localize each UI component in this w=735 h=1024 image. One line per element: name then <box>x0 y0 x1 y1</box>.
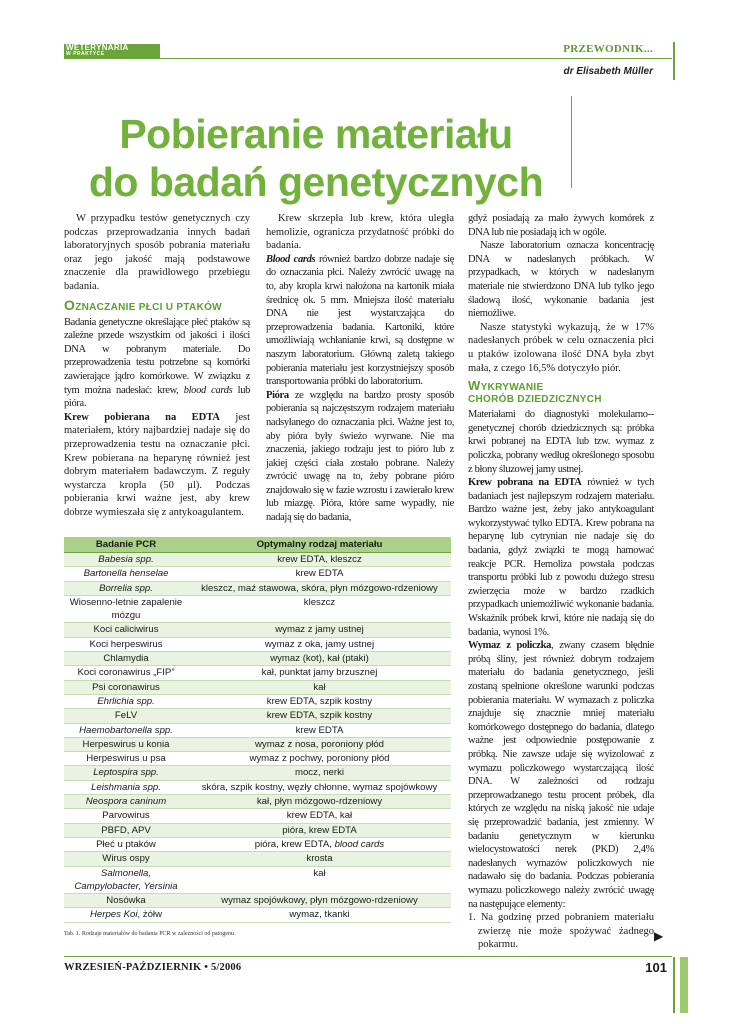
cell-material: wymaz z jamy ustnej <box>188 623 451 637</box>
cell-test: Wirus ospy <box>64 852 188 866</box>
page-number: 101 <box>645 960 667 975</box>
cell-test: Płeć u ptaków <box>64 837 188 851</box>
table-row <box>64 553 451 567</box>
cell-material: kał <box>188 680 451 694</box>
cell-material: krew EDTA <box>188 567 451 581</box>
table-row <box>64 866 451 894</box>
cell-material: krew EDTA, szpik kostny <box>188 694 451 708</box>
table-row <box>64 623 451 637</box>
paragraph-blood-cards <box>266 253 454 389</box>
table-row <box>64 595 451 623</box>
cell-test: FeLV <box>64 709 188 723</box>
brand-name: WETERYNARIA <box>66 43 129 52</box>
cell-test: Koci caliciwirus <box>64 623 188 637</box>
cell-test: PBFD, APV <box>64 823 188 837</box>
cell-material: wymaz z pochwy, poroniony płód <box>188 752 451 766</box>
cell-test: Psi coronawirus <box>64 680 188 694</box>
paragraph-statistics: Nasze statystyki wykazują, że w 17% nadesłanych próbek w celu oznaczenia płci u ptaków izolowana ilość DNA była zbyt mała, z czego 16,5% dotyczyło piór. <box>468 321 654 374</box>
p-cheek-swab-text: , zwany czasem błędnie próbą śliny, jest również dobrym rodzajem materiału do badania genetycznego, jeśli zostaną spełnione określone warunki podczas pobierania materiału. W wymazach z policzka znajduje się znacznie mniej materiału komórkowego dostępnego do badania, dlatego ważne jest odpowiednie postępowanie z próbką. Nie zawsze udaje się wyizolować z wymazu policzkowego wystarczającą ilość DNA. W zależności od rodzaju przeprowadzanego testu procent próbek, dla których ze względu na niską jakość nie udaje się przeprowadzić badania, jest zmienny. W badaniu genetycznym w kierunku wielocystowatości nerek (PKD) 2,4% nadesłanych wymazów policzkowych nie nadawało się do badania. Podczas pobierania wymazu policzkowego należy zwrócić uwagę na następujące elementy: <box>468 640 654 910</box>
footer-accent-bar <box>673 957 675 1013</box>
list-item-1: 1. Na godzinę przed pobraniem materiału zwierzę nie może spożywać żadnego pokarmu. <box>468 912 654 951</box>
p-feathers-text: ze względu na bardzo prosty sposób pobierania są najczęstszym rodzajem materiału nadsyłanego do oznaczania płci. Ważne jest to, aby pióra były świeżo wyrwane. Nie ma znaczenia, jakiego rodzaju jest to pióro lub z jakiej części ciała zostało pobrane. Należy zwrócić uwagę na to, żeby pobrane pióro znajdowało się w fazie wzrostu i zawierało krew lub miazgę. Pióra, które same wypadły, nie nadają się do badania, <box>266 389 454 524</box>
cell-material: krew EDTA, kał <box>188 809 451 823</box>
header-accent-bar <box>673 42 675 80</box>
table-caption: Tab. 1. Rodzaje materiałów do badania PCR w zależności od patogenu <box>64 931 234 937</box>
paragraph-genetic-tests <box>64 316 250 411</box>
pcr-table <box>64 537 451 923</box>
cell-test: Ehrlichia spp. <box>64 694 188 708</box>
continue-arrow-icon: ▶ <box>654 929 664 943</box>
paragraph-clotted-blood: Krew skrzepła lub krew, która uległa hemolizie, ogranicza przydatność próbki do badania. <box>266 213 454 252</box>
cell-material: kleszcz, maź stawowa, skóra, płyn mózgowo-rdzeniowy <box>188 581 451 595</box>
cell-test: Leishmania spp. <box>64 780 188 794</box>
cell-material: krew EDTA, kleszcz <box>188 553 451 567</box>
table-row <box>64 709 451 723</box>
table-row <box>64 637 451 651</box>
paragraph-cheek-swab <box>468 639 654 911</box>
paragraph-continuation: gdyż posiadają za mało żywych komórek z DNA lub nie posiadają ich w ogóle. <box>468 213 654 238</box>
table-row <box>64 680 451 694</box>
title-accent-line <box>571 96 572 188</box>
table-row <box>64 894 451 908</box>
table-row <box>64 795 451 809</box>
cell-material: pióra, krew EDTA <box>188 823 451 837</box>
cell-test: Haemobartonella spp. <box>64 723 188 737</box>
cell-material: krosta <box>188 852 451 866</box>
cell-test: Nosówka <box>64 894 188 908</box>
p-genetic-end: lub pióra. <box>64 384 251 410</box>
cell-test: Bartonella henselae <box>64 567 188 581</box>
table-header-row <box>64 537 451 553</box>
blood-cards-term: blood cards <box>183 384 233 396</box>
cell-test: Borrelia spp. <box>64 581 188 595</box>
cell-material: wymaz spojówkowy, płyn mózgowo-rdzeniowy <box>188 894 451 908</box>
cell-material: kał, płyn mózgowo-rdzeniowy <box>188 795 451 809</box>
cell-material: wymaz (kot), kał (ptaki) <box>188 652 451 666</box>
heading-line-1 <box>468 380 654 394</box>
footer-divider <box>64 956 672 957</box>
cell-test: Koci herpeswirus <box>64 637 188 651</box>
table-body <box>64 553 451 923</box>
table-row <box>64 567 451 581</box>
table-col-header: Badanie PCR <box>64 537 188 553</box>
blood-cards-bold: Blood cards <box>266 253 316 265</box>
heading-sex-determination <box>64 296 250 314</box>
table-row <box>64 823 451 837</box>
p-edta-hereditary-text: również w tych badaniach jest najlepszym rodzajem materiału. Bardzo ważne jest, żeby jako antykoagulant wykorzystywać tylko EDTA. Krew pobrana na heparynę lub cytrynian nie nadaje się do badania, gdyż związki te mogą hamować reakcje PCR. Hemoliza powstała podczas transportu próbki lub z powodu dużego stresu zwierzęcia może w bardzo rzadkich przypadkach uniemożliwić wykonanie badania. Wskaźnik próbek krwi, które nie nadają się do badania, wynosi 1%. <box>468 477 654 638</box>
table-row <box>64 837 451 851</box>
feathers-term: Pióra <box>266 389 289 401</box>
heading-line1-rest: YKRYWANIE <box>480 382 544 394</box>
p-genetic-text: Badania genetyczne określające płeć ptaków są zależne przede wszystkim od jakości i ilości DNA w pobranym materiale. Do przeprowadzenia testu potrzebne są komórki zawierające jądro komórkowe. W związku z tym można nadesłać: krew, <box>64 316 250 396</box>
edta-term: Krew pobierana na EDTA <box>64 411 221 423</box>
cell-test: Parvowirus <box>64 809 188 823</box>
section-label: PRZEWODNIK... <box>563 43 653 55</box>
title-line-2: do badań genetycznych <box>88 159 544 205</box>
intro-paragraph: W przypadku testów genetycznych czy podczas przeprowadzania innych badań laboratoryjnych sposób pobrania materiału oraz jego jakość mają podstawowe znaczenie dla prawidłowego przebiegu badania. <box>64 213 250 292</box>
paragraph-materials: Materiałami do diagnostyki molekularno--genetycznej chorób dziedzicznych są: próbka krwi pobranej na EDTA lub tzw. wymaz z policzka, pobrany według określonego sposobu z błony śluzowej jamy ustnej. <box>468 409 654 475</box>
cell-material: krew EDTA, szpik kostny <box>188 709 451 723</box>
title-line-1: Pobieranie materiału <box>119 111 513 157</box>
table-row <box>64 652 451 666</box>
cheek-swab-term: Wymaz z policzka <box>468 640 551 652</box>
table-row <box>64 908 451 922</box>
cell-material: wymaz, tkanki <box>188 908 451 922</box>
paragraph-feathers <box>266 389 454 525</box>
table-row <box>64 737 451 751</box>
brand-subtitle: W PRAKTYCE <box>66 51 105 57</box>
paragraph-lab-dna: Nasze laboratorium oznacza koncentrację DNA w nadesłanych próbkach. W przypadkach, w których w nadesłanym materiale nie stwierdzono DNA lub tylko jego śladową ilość, wykonanie badania jest niemożliwe. <box>468 240 654 320</box>
heading-line-2: CHORÓB DZIEDZICZNYCH <box>468 394 602 406</box>
cell-test: Wiosenno-letnie zapalenie mózgu <box>64 595 188 623</box>
edta-hereditary-term: Krew pobrana na EDTA <box>468 477 582 489</box>
author: dr Elisabeth Müller <box>563 66 653 77</box>
table-row <box>64 723 451 737</box>
table-col-header: Optymalny rodzaj materiału <box>188 537 451 553</box>
cell-material: kał, punktat jamy brzusznej <box>188 666 451 680</box>
cell-material: kał <box>188 866 451 894</box>
table-row <box>64 752 451 766</box>
table-row <box>64 852 451 866</box>
p-edta-text: jest materiałem, który najbardziej nadaje się do przeprowadzenia testu na oznaczanie płci. Krew pobierana na heparynę również jest dobrym materiałem badawczym. Z reguły wystarcza kropla (50 μl). Podczas pobierania krwi ważne jest, aby krew dobrze wymieszała się z antykoagulantem. <box>64 411 251 518</box>
cell-test: Babesia spp. <box>64 553 188 567</box>
heading-hereditary <box>468 380 654 406</box>
heading-rest: ZNACZANIE PŁCI U PTAKÓW <box>75 301 222 313</box>
cell-test: Chlamydia <box>64 652 188 666</box>
paragraph-edta <box>64 411 250 520</box>
cell-material: wymaz z nosa, poroniony płód <box>188 737 451 751</box>
cell-test: Neospora caninum <box>64 795 188 809</box>
heading-initial-o: O <box>64 296 76 313</box>
table-row <box>64 581 451 595</box>
table-row <box>64 666 451 680</box>
article-title <box>66 110 566 206</box>
heading-initial-w: W <box>468 378 481 394</box>
paragraph-edta-hereditary <box>468 476 654 639</box>
cell-test: Leptospira spp. <box>64 766 188 780</box>
column-2 <box>266 212 454 525</box>
cell-test: Salmonella, Campylobacter, Yersinia <box>64 866 188 894</box>
cell-test: Herpeswirus u psa <box>64 752 188 766</box>
table-row <box>64 694 451 708</box>
issue-label: WRZESIEŃ-PAŹDZIERNIK • 5/2006 <box>64 962 242 973</box>
cell-test: Koci coronawirus „FIP” <box>64 666 188 680</box>
column-1 <box>64 212 250 519</box>
cell-material: wymaz z oka, jamy ustnej <box>188 637 451 651</box>
cell-material: pióra, krew EDTA, blood cards <box>188 837 451 851</box>
table-row <box>64 780 451 794</box>
cell-material: mocz, nerki <box>188 766 451 780</box>
cell-material: kleszcz <box>188 595 451 623</box>
table-row <box>64 809 451 823</box>
column-3 <box>468 212 654 952</box>
header-divider <box>64 58 672 59</box>
cell-material: skóra, szpik kostny, węzły chłonne, wymaz spojówkowy <box>188 780 451 794</box>
cell-test: Herpeswirus u konia <box>64 737 188 751</box>
p-blood-cards-text: również bardzo dobrze nadaje się do oznaczania płci. Należy zwrócić uwagę na to, aby kropla krwi nałożona na kartonik miała średnicę ok. 5 mm. Mniejsza ilość materiału DNA nie jest wystarczająca do przeprowadzenia badania. Kartoniki, które umożliwiają wchłanianie krwi, są dostępne w naszym laboratorium. Główną zaletą takiego pobierania materiału jest korzystniejszy sposób transportowania próbki do laboratorium. <box>266 253 454 388</box>
table-row <box>64 766 451 780</box>
cell-test: Herpes Koi, żółw <box>64 908 188 922</box>
cell-material: krew EDTA <box>188 723 451 737</box>
footer-accent-block <box>680 957 688 1013</box>
